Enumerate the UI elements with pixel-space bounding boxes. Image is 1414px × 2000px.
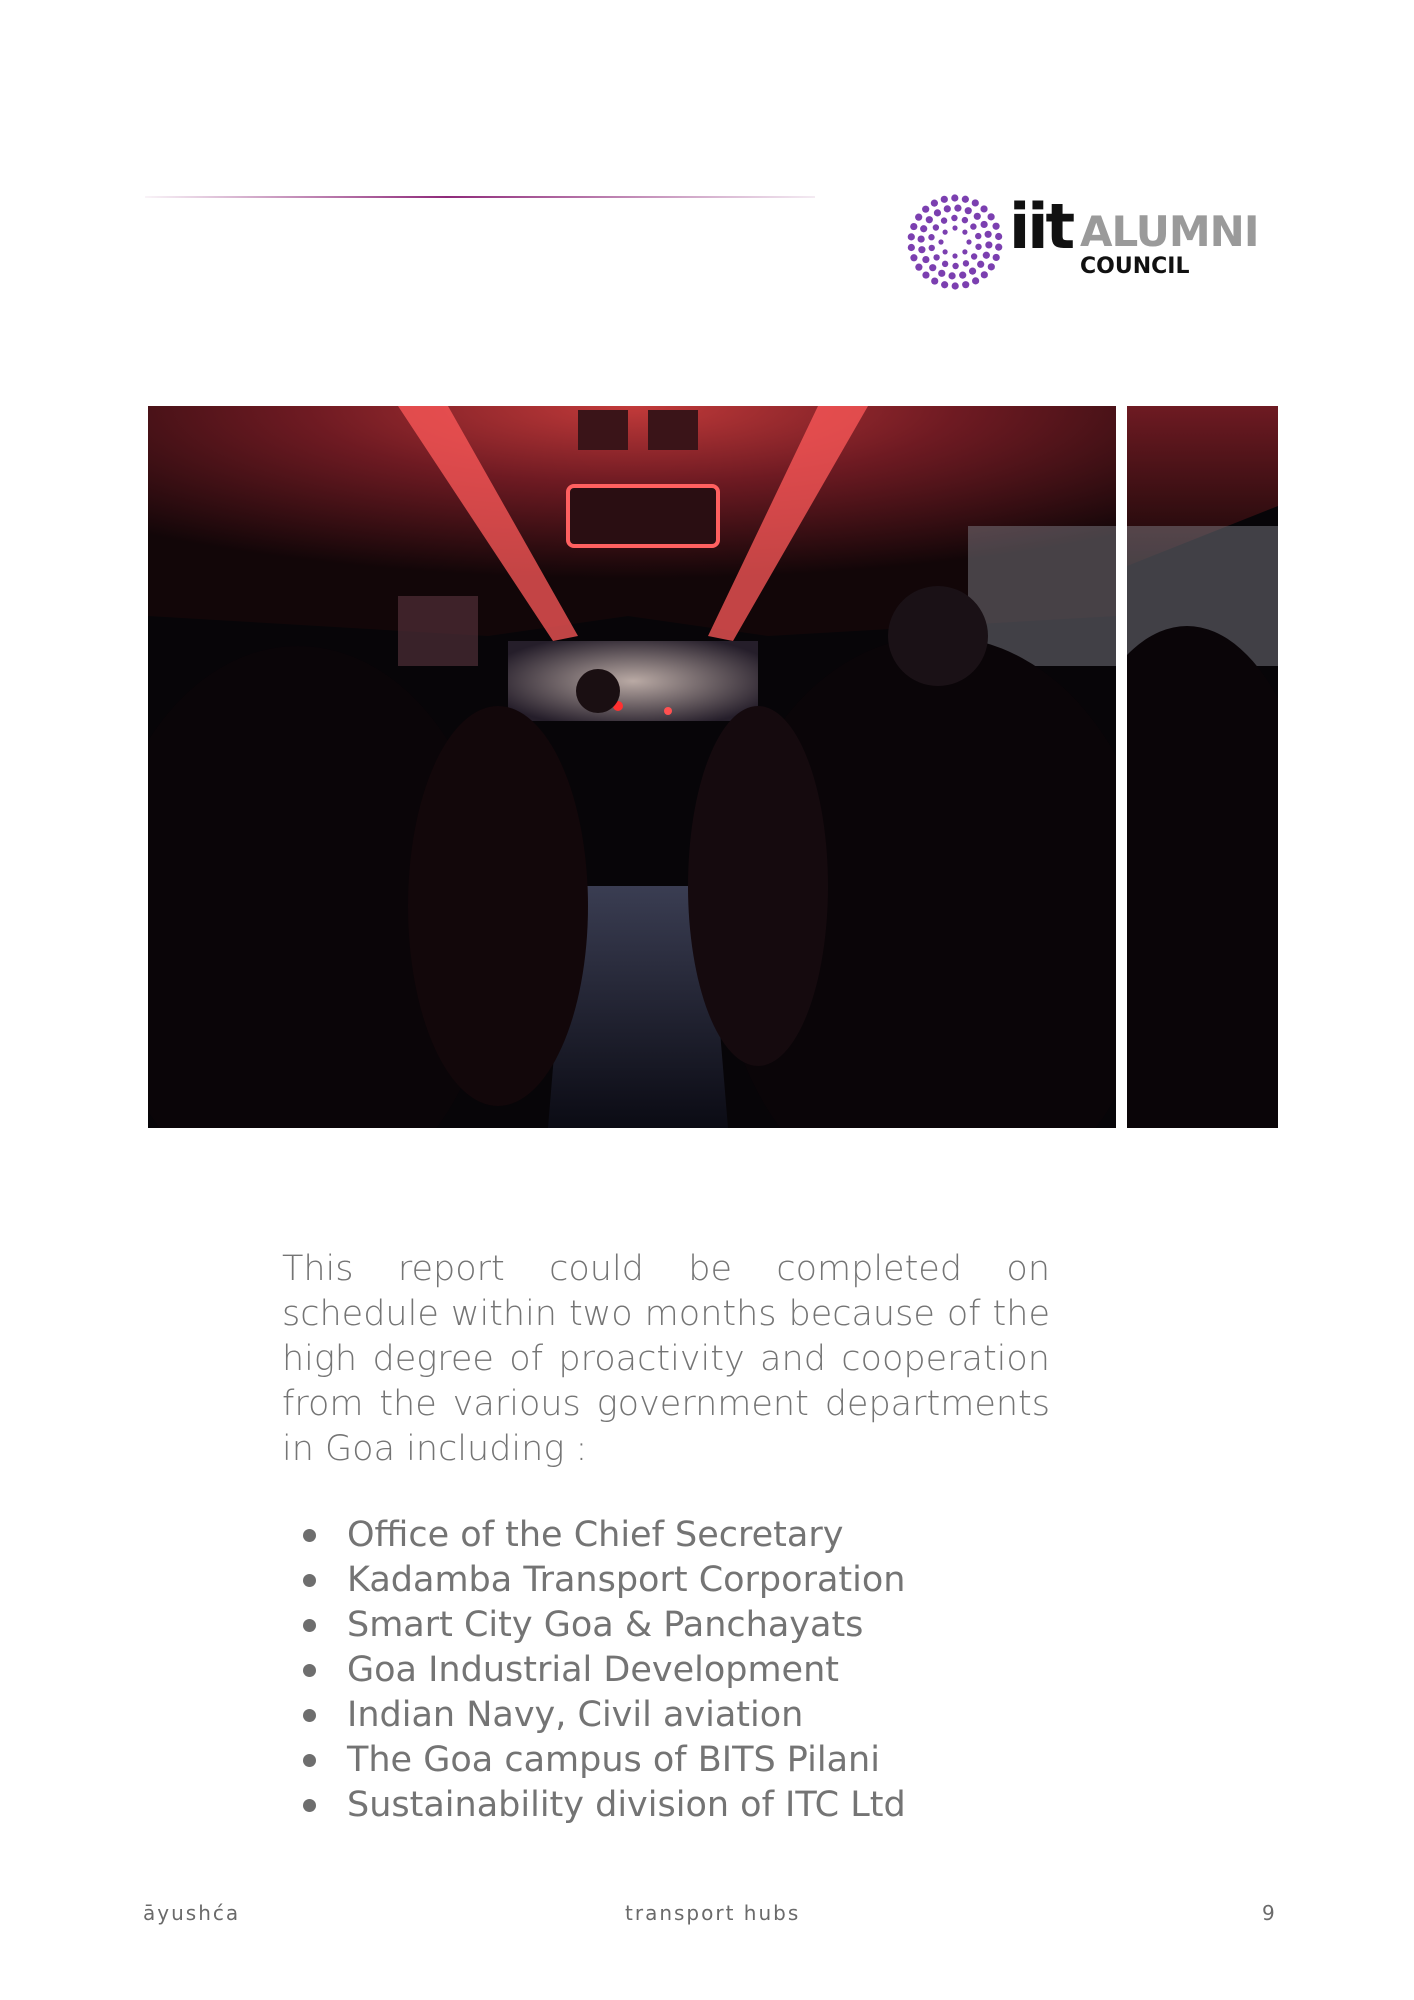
- list-item: Office of the Chief Secretary: [282, 1513, 906, 1558]
- footer-brand: āyushća: [143, 1901, 241, 1925]
- logo-wordmark-council: COUNCIL: [1080, 254, 1190, 279]
- bullet-icon: [303, 1619, 316, 1632]
- bullet-icon: [303, 1574, 316, 1587]
- bus-interior-photo: [148, 406, 1116, 1128]
- logo-wordmark-alumni: ALUMNI: [1080, 207, 1259, 256]
- bullet-icon: [303, 1709, 316, 1722]
- iit-alumni-council-logo: [905, 190, 1259, 292]
- acknowledgement-paragraph: This report could be completed on schedule within two months because of the high degree of proactivity and cooperation from the various government departments in Goa including :: [282, 1249, 1050, 1469]
- bullet-icon: [303, 1799, 316, 1812]
- list-item: Goa Industrial Development: [282, 1648, 906, 1693]
- page-number: 9: [1262, 1901, 1275, 1925]
- bullet-icon: [303, 1529, 316, 1542]
- department-list: [282, 1513, 906, 1828]
- footer-section-title: transport hubs: [625, 1901, 801, 1925]
- list-item: The Goa campus of BITS Pilani: [282, 1738, 906, 1783]
- list-item: Indian Navy, Civil aviation: [282, 1693, 906, 1738]
- list-item: Smart City Goa & Panchayats: [282, 1603, 906, 1648]
- bullet-icon: [303, 1754, 316, 1767]
- logo-wordmark-iit: iit: [1009, 190, 1073, 263]
- list-item: Kadamba Transport Corporation: [282, 1558, 906, 1603]
- header-divider: [145, 196, 815, 198]
- bus-interior-photo-strip: [1127, 406, 1278, 1128]
- bullet-icon: [303, 1664, 316, 1677]
- dot-circle-logo-icon: [905, 192, 1005, 292]
- list-item: Sustainability division of ITC Ltd: [282, 1783, 906, 1828]
